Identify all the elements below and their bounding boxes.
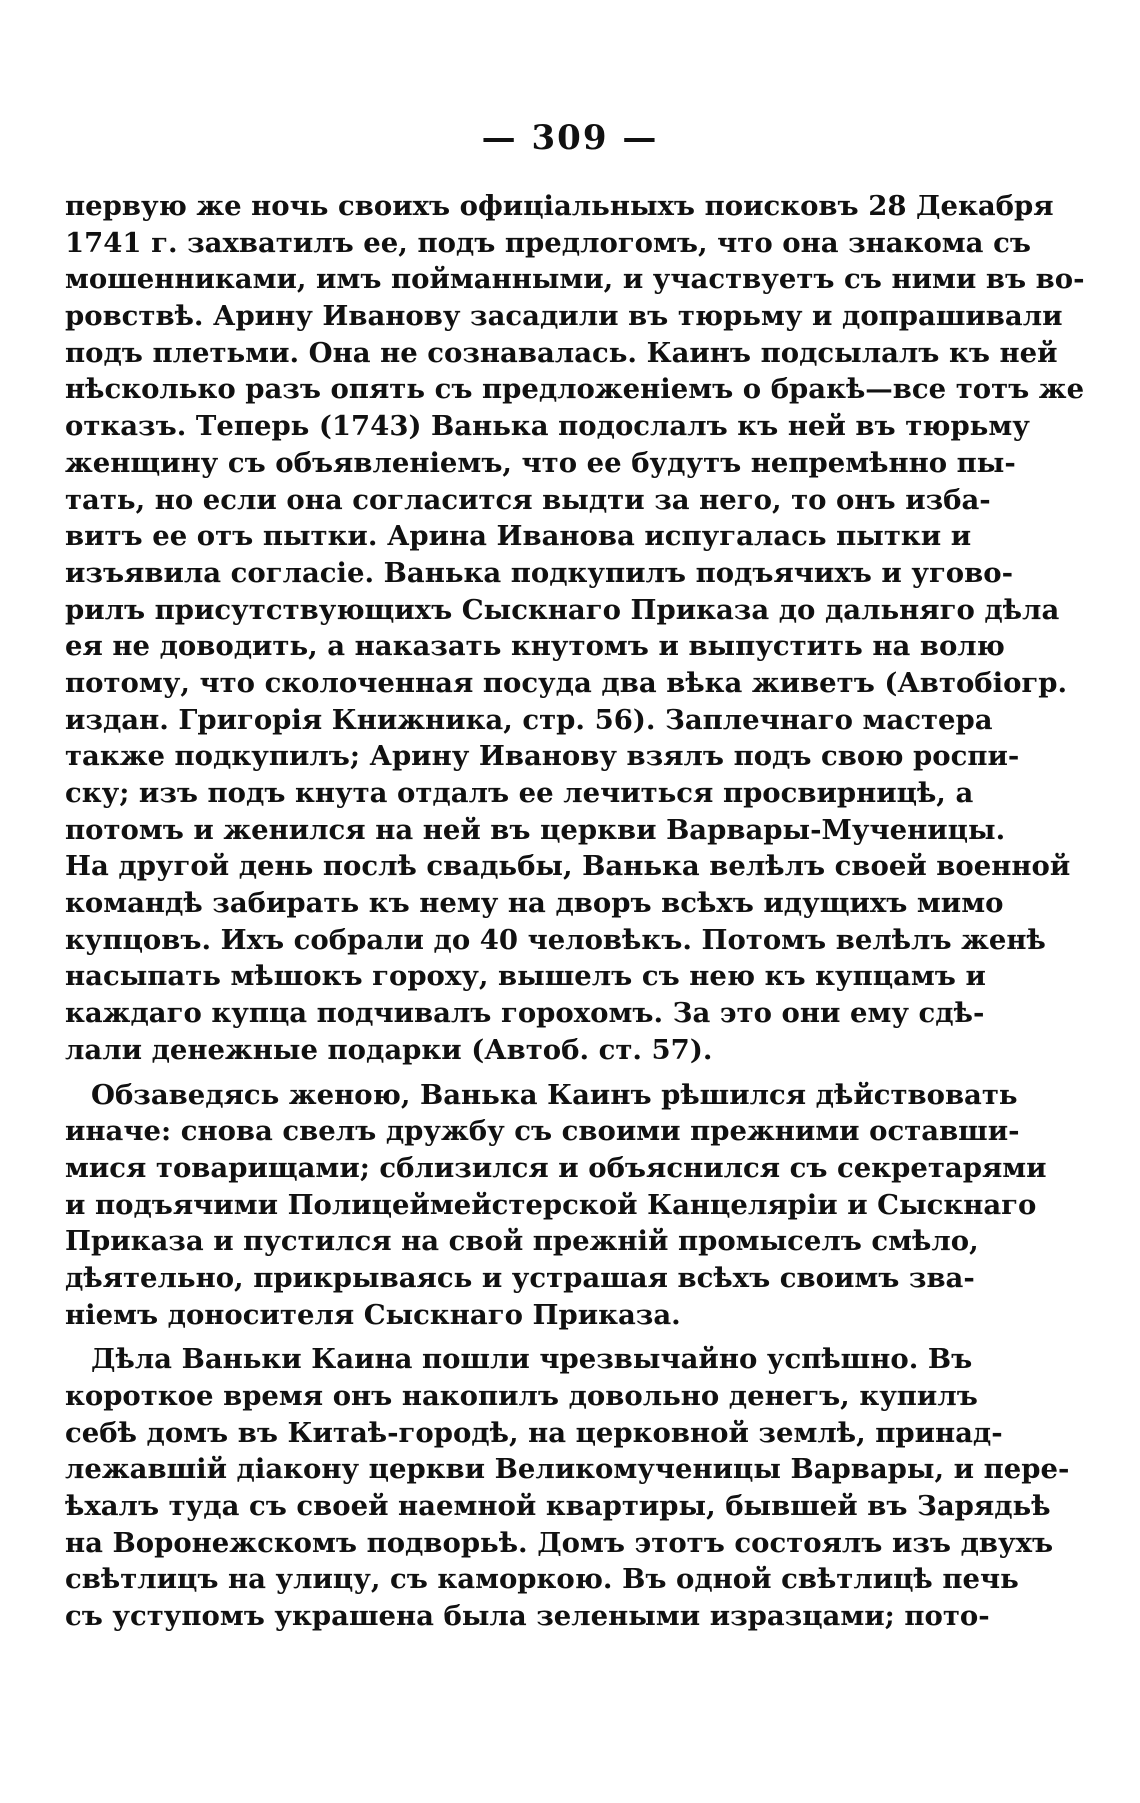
text-line: иначе: снова свелъ дружбу съ своими прежними оставши- [65, 1115, 1020, 1148]
page-body [65, 188, 1085, 1635]
text-line: купцовъ. Ихъ собрали до 40 человѣкъ. Потомъ велѣлъ женѣ [65, 923, 1046, 956]
text-line: мошенниками, имъ пойманными, и участвуетъ съ ними въ во- [65, 263, 1085, 296]
paragraph-gap [65, 1333, 945, 1341]
text-line: отказъ. Теперь (1743) Ванька подослалъ къ ней въ тюрьму [65, 410, 1030, 443]
text-line: себѣ домъ въ Китаѣ-городѣ, на церковной землѣ, принад- [65, 1416, 1003, 1449]
text-line: 1741 г. захватилъ ее, подъ предлогомъ, что она знакома съ [65, 226, 1031, 259]
text-line: короткое время онъ накопилъ довольно денегъ, купилъ [65, 1380, 978, 1412]
text-line: рилъ присутствующихъ Сыскнаго Приказа до дальняго дѣла [65, 593, 1060, 626]
paragraph-gap [65, 1069, 945, 1077]
text-line: ровствѣ. Арину Иванову засадили въ тюрьму и допрашивали [65, 300, 1063, 333]
text-line: мися товарищами; сблизился и объяснился съ секретарями [65, 1151, 1047, 1184]
text-line: подъ плетьми. Она не сознавалась. Каинъ подсылалъ къ ней [65, 336, 1058, 369]
text-line: изъявила согласіе. Ванька подкупилъ подъячихъ и угово- [65, 556, 1014, 589]
text-line: свѣтлицъ на улицу, съ каморкою. Въ одной свѣтлицѣ печь [65, 1563, 1019, 1596]
text-line: командѣ забирать къ нему на дворъ всѣхъ идущихъ мимо [65, 887, 1004, 920]
text-line: нѣсколько разъ опять съ предложеніемъ о бракѣ—все тотъ же [65, 373, 1085, 406]
text-line: лали денежные подарки (Автоб. ст. 57). [65, 1033, 713, 1066]
text-line: издан. Григорія Книжника, стр. 56). Заплечнаго мастера [65, 703, 993, 736]
text-line: Приказа и пустился на свой прежній промыселъ смѣло, [65, 1225, 979, 1258]
text-line: ея не доводить, а наказать кнутомъ и выпустить на волю [65, 630, 1005, 663]
text-line: На другой день послѣ свадьбы, Ванька велѣлъ своей военной [65, 850, 1071, 883]
text-line: Дѣла Ваньки Каина пошли чрезвычайно успѣшно. Въ [91, 1343, 973, 1376]
text-line: ніемъ доносителя Сыскнаго Приказа. [65, 1298, 681, 1331]
text-line: потомъ и женился на ней въ церкви Варвары-Мученицы. [65, 813, 1006, 846]
text-line: витъ ее отъ пытки. Арина Иванова испугалась пытки и [65, 520, 972, 553]
text-line: и подъячими Полицеймейстерской Канцеляріи и Сыскнаго [65, 1188, 1037, 1221]
text-line: дѣятельно, прикрываясь и устрашая всѣхъ своимъ зва- [65, 1261, 975, 1294]
text-line: Обзаведясь женою, Ванька Каинъ рѣшился дѣйствовать [91, 1078, 1018, 1111]
page-number: — 309 — [481, 118, 659, 158]
text-line: ѣхалъ туда съ своей наемной квартиры, бывшей въ Зарядьѣ [65, 1490, 1051, 1523]
text-line: ску; изъ подъ кнута отдалъ ее лечиться просвирницѣ, а [65, 777, 974, 809]
text-line: лежавшій діакону церкви Великомученицы Варвары, и пере- [65, 1453, 1070, 1486]
text-line: первую же ночь своихъ офиціальныхъ поисковъ 28 Декабря [65, 190, 1054, 222]
text-line: каждаго купца подчивалъ горохомъ. За это они ему сдѣ- [65, 997, 985, 1030]
text-line: насыпать мѣшокъ гороху, вышелъ съ нею къ купцамъ и [65, 960, 986, 993]
text-line: тать, но если она согласится выдти за него, то онъ изба- [65, 483, 991, 516]
text-line: потому, что сколоченная посуда два вѣка живетъ (Автобіогр. [65, 666, 1068, 699]
text-line: также подкупилъ; Арину Иванову взялъ подъ свою роспи- [65, 740, 1020, 773]
text-line: женщину съ объявленіемъ, что ее будутъ непремѣнно пы- [65, 446, 1016, 479]
text-line: съ уступомъ украшена была зелеными изразцами; пото- [65, 1600, 990, 1633]
text-line: на Воронежскомъ подворьѣ. Домъ этотъ состоялъ изъ двухъ [65, 1526, 1054, 1559]
